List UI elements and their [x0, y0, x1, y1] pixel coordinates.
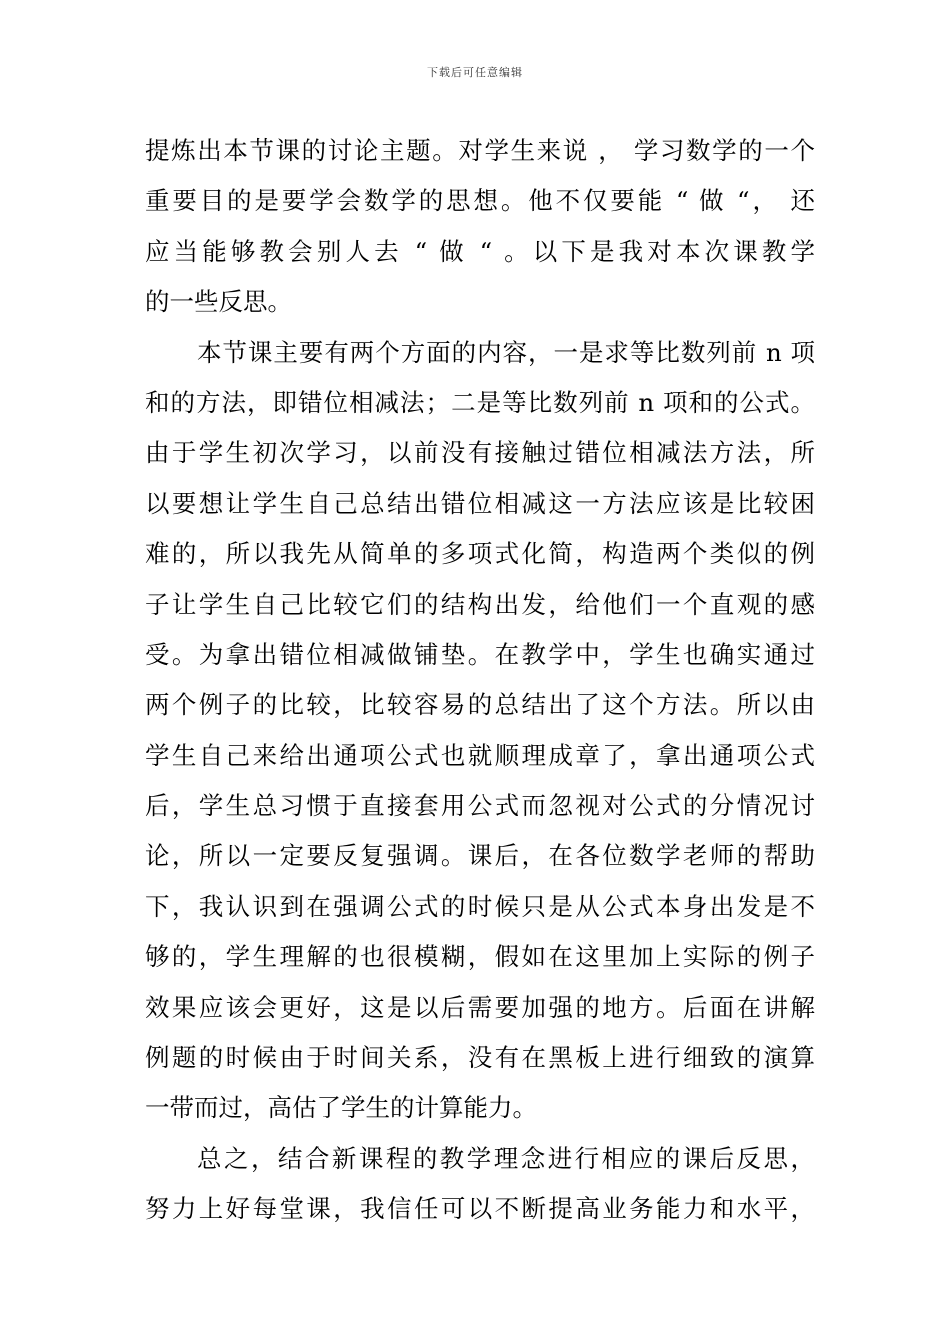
- text-line: 例题的时候由于时间关系，没有在黑板上进行细致的演算: [145, 1043, 815, 1073]
- text-line: 本节课主要有两个方面的内容，一是求等比数列前 n 项: [197, 337, 815, 367]
- text-line: 学生自己来给出通项公式也就顺理成章了，拿出通项公式: [145, 740, 815, 770]
- text-line: 的一些反思。: [145, 287, 292, 317]
- document-body: [145, 126, 815, 1235]
- text-line: 论，所以一定要反复强调。课后，在各位数学老师的帮助: [145, 841, 815, 871]
- text-line: 应当能够教会别人去 “ 做 “ 。以下是我对本次课教学: [145, 236, 815, 266]
- text-line: 努力上好每堂课，我信任可以不断提高业务能力和水平，: [145, 1194, 815, 1224]
- text-line: 以要想让学生自己总结出错位相减这一方法应该是比较困: [145, 488, 815, 518]
- text-line: 子让学生自己比较它们的结构出发，给他们一个直观的感: [145, 589, 815, 619]
- text-line: 提炼出本节课的讨论主题。对学生来说 ， 学习数学的一个: [145, 136, 815, 165]
- text-line: 重要目的是要学会数学的思想。他不仅要能 “ 做 “， 还: [145, 186, 815, 216]
- page-header: 下载后可任意编辑: [427, 66, 523, 79]
- text-line: 由于学生初次学习，以前没有接触过错位相减法方法，所: [145, 438, 815, 468]
- text-line: 后，学生总习惯于直接套用公式而忽视对公式的分情况讨: [145, 791, 815, 821]
- text-line: 和的方法，即错位相减法；二是等比数列前 n 项和的公式。: [145, 387, 815, 417]
- text-line: 效果应该会更好，这是以后需要加强的地方。后面在讲解: [145, 992, 815, 1022]
- text-line: 够的，学生理解的也很模糊，假如在这里加上实际的例子: [145, 942, 815, 972]
- text-line: 受。为拿出错位相减做铺垫。在教学中，学生也确实通过: [145, 639, 815, 669]
- text-line: 总之，结合新课程的教学理念进行相应的课后反思，: [197, 1143, 815, 1173]
- text-line: 下，我认识到在强调公式的时候只是从公式本身出发是不: [145, 891, 815, 921]
- text-line: 两个例子的比较，比较容易的总结出了这个方法。所以由: [145, 690, 815, 720]
- text-line: 难的，所以我先从简单的多项式化简，构造两个类似的例: [145, 539, 815, 569]
- text-line: 一带而过，高估了学生的计算能力。: [145, 1093, 537, 1123]
